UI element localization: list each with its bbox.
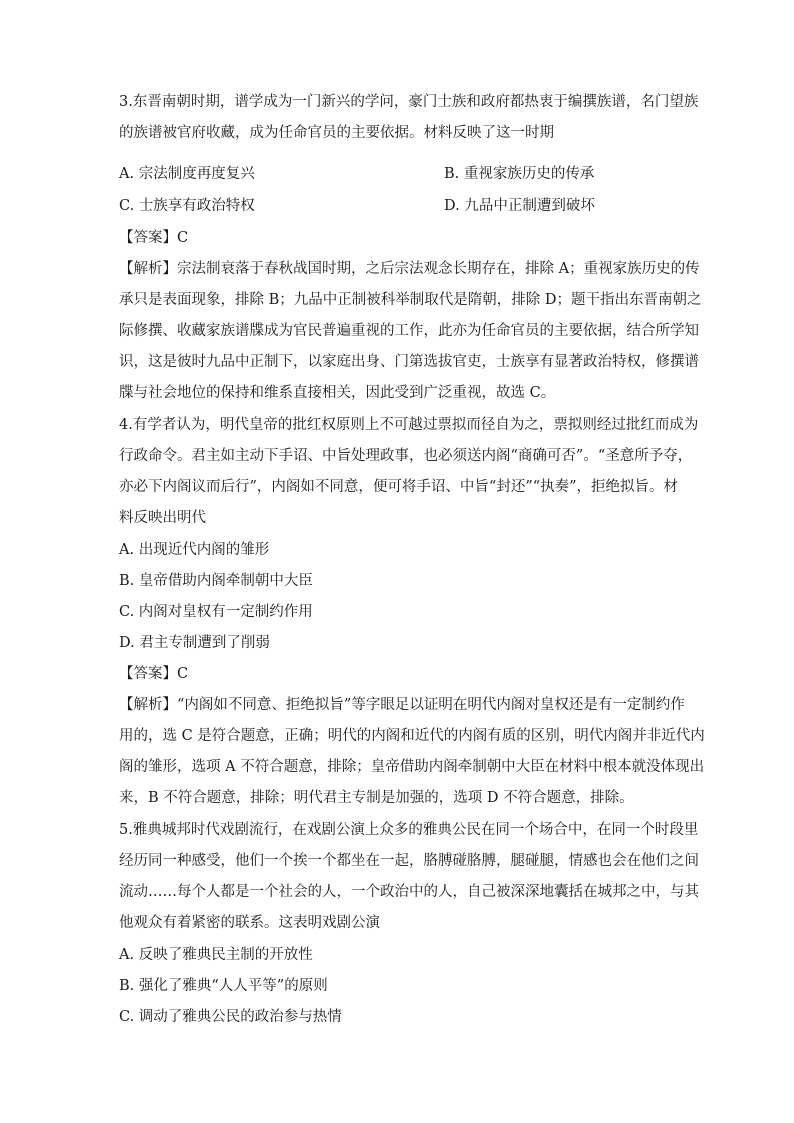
q3-answer: 【答案】C	[119, 230, 189, 246]
q3-option-d: D. 九品中正制遭到破坏	[444, 198, 595, 214]
q5-stem-line-2: 经历同一种感受，他们一个挨一个都坐在一起，胳膊碰胳膊，腿碰腿，情感也会在他们之间	[119, 853, 699, 869]
q4-analysis-line-3: 阁的雏形，选项 A 不符合题意，排除；皇帝借助内阁牵制朝中大臣在材料中根本就没体现出	[119, 759, 705, 775]
q3-analysis-line-2: 承只是表面现象，排除 B；九品中正制被科举制取代是隋朝，排除 D；题干指出东晋南朝之	[119, 292, 702, 308]
q3-analysis-line-4: 识，这是彼时九品中正制下，以家庭出身、门第选拔官吏，士族享有显著政治特权，修撰谱	[119, 354, 699, 370]
q3-analysis-line-1: 【解析】宗法制衰落于春秋战国时期，之后宗法观念长期存在，排除 A；重视家族历史的传	[119, 261, 700, 277]
q3-analysis-line-3: 际修撰、收藏家族谱牒成为官民普遍重视的工作，此亦为任命官员的主要依据，结合所学知	[119, 323, 699, 339]
q5-stem-line-4: 他观众有着紧密的联系。这表明戏剧公演	[119, 915, 380, 931]
q4-option-b: B. 皇帝借助内阁牵制朝中大臣	[119, 573, 313, 589]
q5-option-a: A. 反映了雅典民主制的开放性	[119, 947, 313, 963]
q5-option-b: B. 强化了雅典“人人平等”的原则	[119, 978, 328, 994]
q4-stem-line-2: 行政命令。君主如主动下手诏、中旨处理政事，也必须送内阁“商确可否”。“圣意所予夺，	[119, 448, 693, 464]
q4-analysis-line-2: 用的，选 C 是符合题意，正确；明代的内阁和近代的内阁有质的区别，明代内阁并非近代内	[119, 728, 705, 744]
q4-analysis-line-4: 来，B 不符合题意，排除；明代君主专制是加强的，选项 D 不符合题意，排除。	[119, 790, 634, 806]
q4-option-d: D. 君主专制遭到了削弱	[119, 635, 270, 651]
q4-stem-line-4: 料反映出明代	[119, 510, 206, 526]
q5-option-c: C. 调动了雅典公民的政治参与热情	[119, 1009, 342, 1025]
q4-stem-line-3: 亦必下内阁议而后行”，内阁如不同意，便可将手诏、中旨“封还”“执奏”，拒绝拟旨。材	[119, 479, 679, 495]
q4-option-c: C. 内阁对皇权有一定制约作用	[119, 604, 313, 620]
q3-option-c: C. 士族享有政治特权	[119, 198, 255, 214]
q4-analysis-line-1: 【解析】“内阁如不同意、拒绝拟旨”等字眼足以证明在明代内阁对皇权还是有一定制约作	[119, 697, 685, 713]
q4-option-a: A. 出现近代内阁的雏形	[119, 542, 270, 558]
q3-stem-line-1: 3.东晋南朝时期，谱学成为一门新兴的学问，豪门士族和政府都热衷于编撰族谱，名门望族	[119, 94, 699, 110]
q3-option-a: A. 宗法制度再度复兴	[119, 166, 255, 182]
q4-stem-line-1: 4.有学者认为，明代皇帝的批红权原则上不可越过票拟而径自为之，票拟则经过批红而成为	[119, 417, 699, 433]
q3-option-b: B. 重视家族历史的传承	[444, 166, 595, 182]
q5-stem-line-1: 5.雅典城邦时代戏剧流行，在戏剧公演上众多的雅典公民在同一个场合中，在同一个时段里	[119, 822, 699, 838]
q3-analysis-line-5: 牒与社会地位的保持和维系直接相关，因此受到广泛重视，故选 C。	[119, 385, 556, 401]
q4-answer: 【答案】C	[119, 666, 189, 682]
q3-stem-line-2: 的族谱被官府收藏，成为任命官员的主要依据。材料反映了这一时期	[119, 125, 554, 141]
q5-stem-line-3: 流动……每个人都是一个社会的人，一个政治中的人，自己被深深地囊括在城邦之中，与其	[119, 884, 699, 900]
